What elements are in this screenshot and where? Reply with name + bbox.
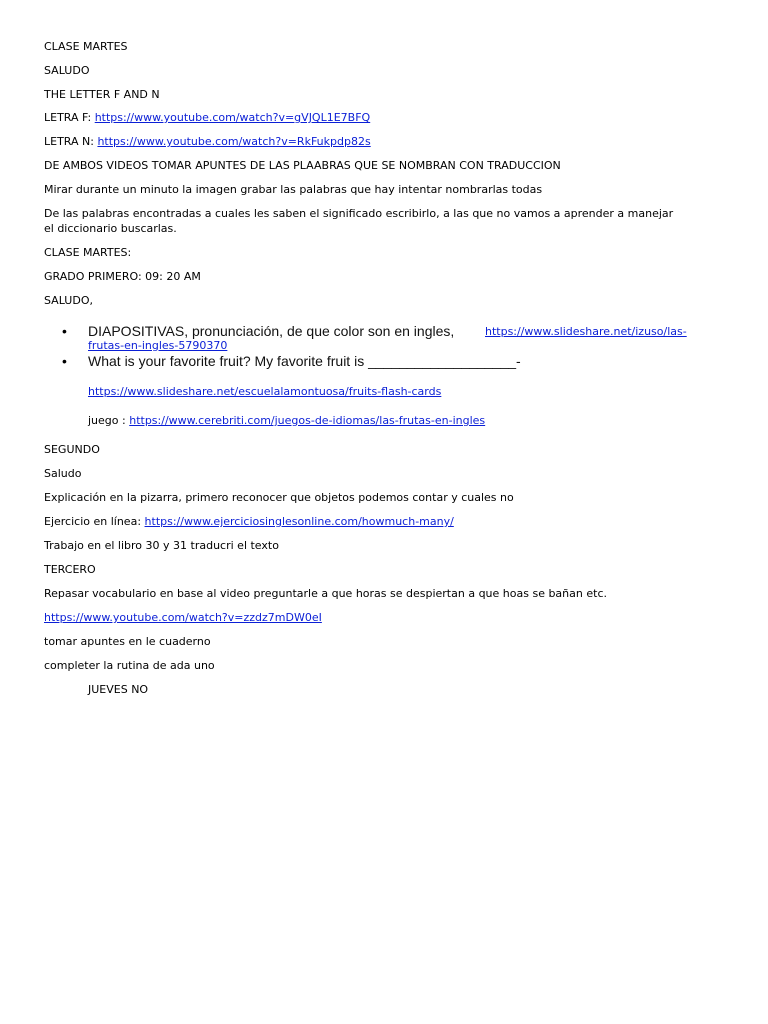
heading-letter-f-n: THE LETTER F AND N [44, 88, 160, 101]
saludo-segundo: Saludo [44, 467, 82, 480]
heading-clase-martes-2: CLASE MARTES: [44, 246, 132, 259]
repasar-vocabulario: Repasar vocabulario en base al video preguntarle a que horas se despiertan a que hoas se bañan etc. [44, 587, 607, 600]
juego-line [88, 413, 485, 428]
heading-segundo: SEGUNDO [44, 443, 100, 456]
heading-saludo: SALUDO [44, 64, 90, 77]
letra-f-line [44, 110, 370, 125]
instruction-palabras: De las palabras encontradas a cuales les saben el significado escribirlo, a las que no vamos a aprender a manejar el diccionario buscarlas. [44, 207, 674, 235]
slideshare-link-part1[interactable] [485, 325, 687, 339]
instruction-mirar: Mirar durante un minuto la imagen grabar las palabras que hay intentar nombrarlas todas [44, 183, 543, 196]
tomar-apuntes: tomar apuntes en le cuaderno [44, 635, 211, 648]
jueves-no: JUEVES NO [88, 683, 149, 696]
heading-saludo-2: SALUDO, [44, 294, 93, 307]
letra-f-link[interactable]: https://www.youtube.com/watch?v=gVJQL1E7BFQ [94, 111, 371, 124]
bullet-marker: • [62, 353, 67, 369]
fruits-flash-cards-link[interactable]: https://www.slideshare.net/escuelalamontuosa/fruits-flash-cards [88, 385, 442, 398]
fruits-flash-cards-line [88, 384, 441, 399]
instruction-apuntes: DE AMBOS VIDEOS TOMAR APUNTES DE LAS PLAABRAS QUE SE NOMBRAN CON TRADUCCION [44, 159, 561, 172]
explicacion-pizarra: Explicación en la pizarra, primero reconocer que objetos podemos contar y cuales no [44, 491, 514, 504]
heading-clase-martes: CLASE MARTES [44, 40, 128, 53]
letra-f-label: LETRA F: [44, 111, 95, 124]
heading-tercero: TERCERO [44, 563, 96, 576]
ejercicio-linea [44, 514, 454, 529]
slideshare-link-a[interactable]: https://www.slideshare.net/izuso/las- [485, 325, 687, 338]
slideshare-link-part2[interactable] [88, 339, 227, 353]
ejercicio-link[interactable]: https://www.ejerciciosinglesonline.com/howmuch-many/ [144, 515, 454, 528]
juego-link[interactable]: https://www.cerebriti.com/juegos-de-idiomas/las-frutas-en-ingles [129, 414, 486, 427]
juego-label: juego : [88, 414, 130, 427]
ejercicio-label: Ejercicio en línea: [44, 515, 145, 528]
youtube-tercero-line [44, 610, 322, 625]
bullet-favorite-fruit: What is your favorite fruit? My favorite fruit is ___________________- [88, 353, 521, 369]
letra-n-label: LETRA N: [44, 135, 98, 148]
heading-grado-primero: GRADO PRIMERO: 09: 20 AM [44, 270, 201, 283]
letra-n-line [44, 134, 371, 149]
bullet-diapositivas [88, 323, 454, 339]
letra-n-link[interactable]: https://www.youtube.com/watch?v=RkFukpdp82s [97, 135, 371, 148]
completer-rutina: completer la rutina de ada uno [44, 659, 215, 672]
bullet-diapositivas-text: DIAPOSITIVAS, pronunciación, de que color son en ingles, [88, 323, 455, 339]
slideshare-link-b[interactable]: frutas-en-ingles-5790370 [88, 339, 228, 352]
trabajo-libro: Trabajo en el libro 30 y 31 traducri el texto [44, 539, 279, 552]
bullet-marker: • [62, 323, 67, 339]
youtube-tercero-link[interactable]: https://www.youtube.com/watch?v=zzdz7mDW0eI [44, 611, 322, 624]
